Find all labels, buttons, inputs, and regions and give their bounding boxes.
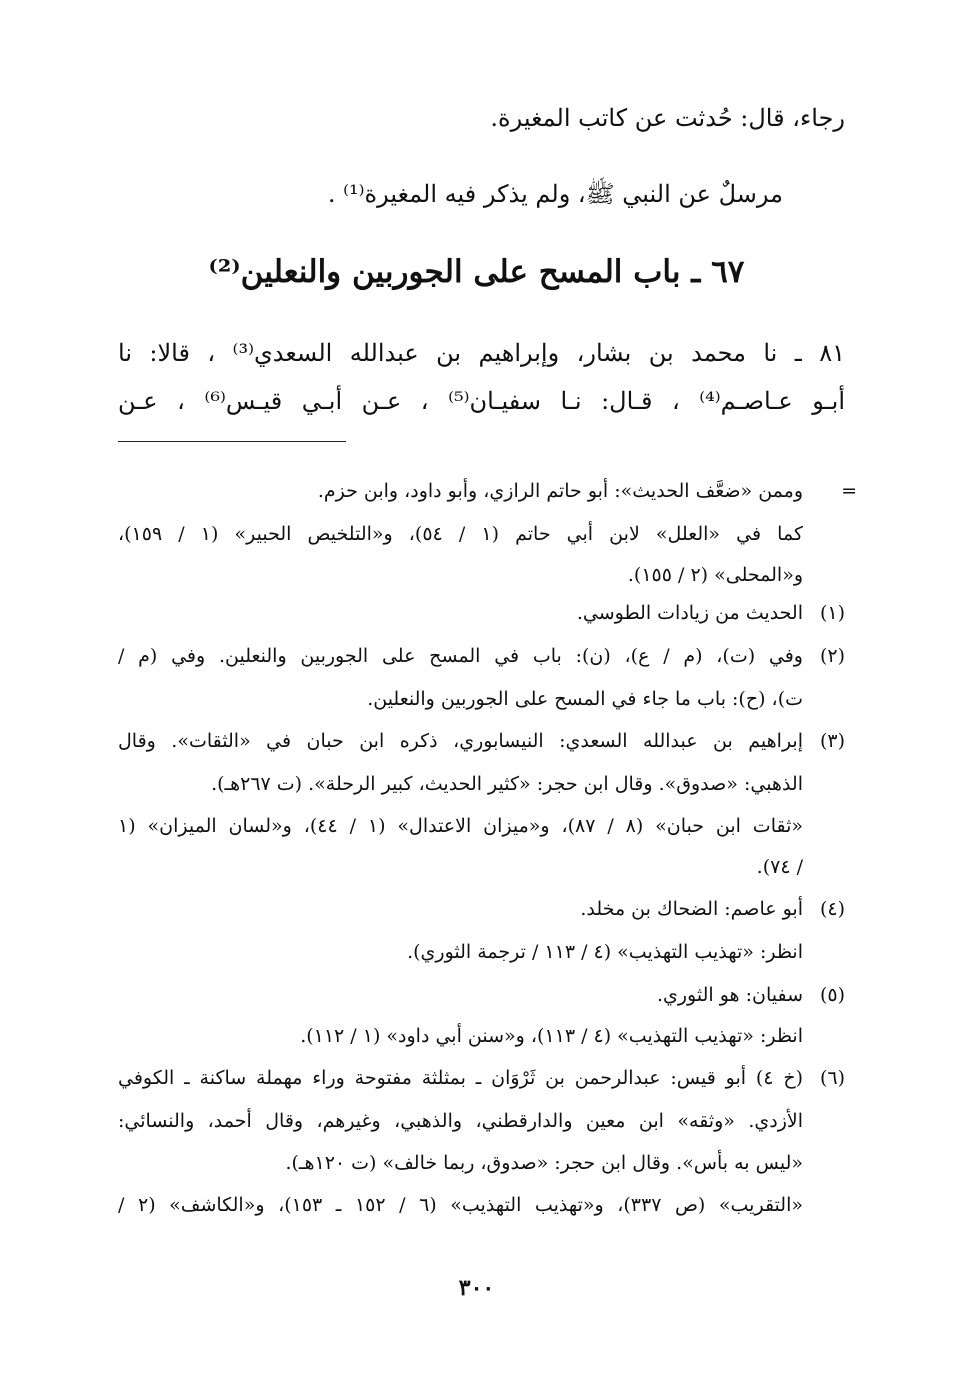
footnote-5-line-1: سفيان: هو الثوري.: [656, 984, 803, 1006]
footnote-cont-line-2: كما في «العلل» لابن أبي حاتم (١ / ٥٤)، و«التلخيص الحبير» (١ / ١٥٩)،: [118, 523, 803, 545]
footnote-1-number: (١): [819, 602, 845, 624]
text-line-1: رجاء، قال: حُدثت عن كاتب المغيرة.: [490, 104, 845, 132]
text-line-2: مرسلٌ عن النبي ﷺ، ولم يذكر فيه المغيرة⁽¹⁾ .: [327, 180, 783, 208]
footnote-1-line-1: الحديث من زيادات الطوسي.: [576, 602, 803, 624]
footnote-2-line-1: وفي (ت)، (م / ع)، (ن): باب في المسح على الجوربين والنعلين. وفي (م /: [118, 645, 803, 667]
footnote-3-line-4: / ٧٤).: [756, 856, 803, 878]
footnote-4-number: (٤): [819, 898, 845, 920]
footnote-6-line-1: (خ ٤) أبو قيس: عبدالرحمن بن ثَرْوَان ـ بمثلثة مفتوحة وراء مهملة ساكنة ـ الكوفي: [118, 1067, 803, 1089]
continuation-marker: =: [841, 480, 857, 502]
footnote-4-line-2: انظر: «تهذيب التهذيب» (٤ / ١١٣ / ترجمة الثوري).: [407, 941, 803, 963]
hadith-line-1: ٨١ ـ نا محمد بن بشار، وإبراهيم بن عبدالله السعدي⁽³⁾ ، قالا: نا: [118, 339, 845, 367]
footnote-5-line-2: انظر: «تهذيب التهذيب» (٤ / ١١٣)، و«سنن أبي داود» (١ / ١١٢).: [300, 1025, 803, 1047]
footnote-3-line-2: الذهبي: «صدوق». وقال ابن حجر: «كثير الحديث، كبير الرحلة». (ت ٢٦٧هـ).: [211, 773, 803, 795]
footnote-6-line-4: «التقريب» (ص ٣٣٧)، و«تهذيب التهذيب» (٦ / ١٥٢ ـ ١٥٣)، و«الكاشف» (٢ /: [118, 1194, 803, 1216]
footnote-3-number: (٣): [819, 730, 845, 752]
page-number: ٣٠٠: [458, 1275, 495, 1301]
footnote-2-line-2: ت)، (ح): باب ما جاء في المسح على الجوربين والنعلين.: [367, 688, 803, 710]
footnote-6-line-2: الأزدي. «وثقه» ابن معين والدارقطني، والذهبي، وغيرهم، وقال أحمد، والنسائي:: [118, 1110, 803, 1132]
footnote-cont-line-1: وممن «ضعَّف الحديث»: أبو حاتم الرازي، وأبو داود، وابن حزم.: [317, 480, 803, 502]
footnote-2-number: (٢): [819, 645, 845, 667]
footnote-3-line-3: «ثقات ابن حبان» (٨ / ٨٧)، و«ميزان الاعتدال» (١ / ٤٤)، و«لسان الميزان» (١: [118, 815, 803, 837]
footnote-6-line-3: «ليس به بأس». وقال ابن حجر: «صدوق، ربما خالف» (ت ١٢٠هـ).: [285, 1152, 803, 1174]
footnote-6-number: (٦): [819, 1067, 845, 1089]
footnote-5-number: (٥): [819, 984, 845, 1006]
footnote-4-line-1: أبو عاصم: الضحاك بن مخلد.: [580, 898, 803, 920]
footnote-separator: [118, 441, 346, 442]
footnote-3-line-1: إبراهيم بن عبدالله السعدي: النيسابوري، ذكره ابن حبان في «الثقات». وقال: [118, 730, 803, 752]
chapter-title: ٦٧ ـ باب المسح على الجوربين والنعلين⁽²⁾: [208, 254, 745, 290]
hadith-line-2: أبـو عـاصـم⁽⁴⁾ ، قـال: نـا سفيـان⁽⁵⁾ ، عـن أبـي قيـس⁽⁶⁾ ، عـن: [118, 387, 845, 415]
footnote-cont-line-3: و«المحلى» (٢ / ١٥٥).: [627, 564, 803, 586]
